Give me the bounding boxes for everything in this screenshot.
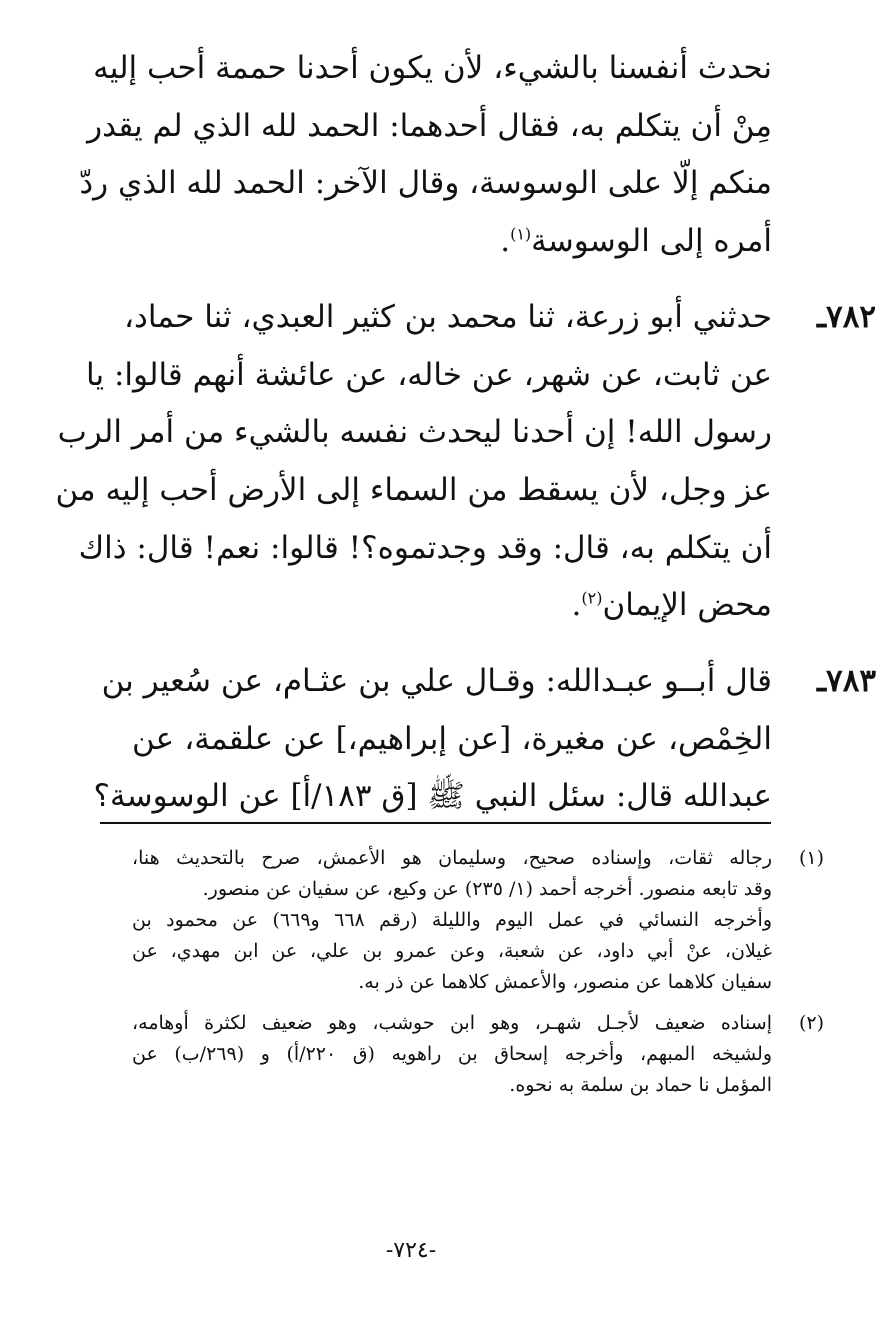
trailing-period: . [571,587,582,624]
footnote-1 [132,843,824,998]
hadith-number: ٧٨٣ـ [816,663,876,700]
text-segment: أمره إلى الوسوسة [531,223,772,260]
text-line: منكم إلّا على الوسوسة، وقال الآخر: الحمد لله الذي ردّ [79,165,772,202]
main-text [55,40,876,826]
text-line [132,577,772,635]
page-number: -٧٢٤- [385,1238,437,1263]
footnotes [132,843,824,1111]
hadith-number: ٧٨٢ـ [816,298,876,335]
text-line: عز وجل، لأن يسقط من السماء إلى الأرض أحب إليه من [55,471,772,508]
footnote-ref-1[interactable]: (١) [510,224,532,244]
text-line: الخِمْص، عن مغيرة، [عن إبراهيم،] عن علقمة، عن [132,720,772,757]
text-line [132,213,772,271]
footnote-number: (٢) [798,1012,824,1034]
footnote-number: (١) [798,847,824,869]
footnote-separator [100,822,771,824]
text-line: عبدالله قال: سئل النبي ﷺ [ق ١٨٣/أ] عن الوسوسة؟ [93,778,772,815]
text-segment: محض الإيمان [602,587,772,624]
hadith-continuation [79,40,772,271]
footnote-line: ولشيخه المبهم، وأخرجه إسحاق بن راهويه (ق ٢٢٠/أ) و (٢٦٩/ب) عن [132,1043,772,1065]
hadith-783 [93,653,876,826]
text-line: حدثني أبو زرعة، ثنا محمد بن كثير العبدي، ثنا حماد، [124,298,772,335]
footnote-line: وأخرجه النسائي في عمل اليوم والليلة (رقم ٦٦٨ و٦٦٩) عن محمود بن [132,909,773,931]
footnote-ref-2[interactable]: (٢) [581,589,603,608]
footnote-line: رجاله ثقات، وإسناده صحيح، وسليمان هو الأعمش، صرح بالتحديث هنا، [132,847,772,869]
footnote-line: وقد تابعه منصور. أخرجه أحمد (١/ ٢٣٥) عن وكيع، عن سفيان عن منصور. [202,878,772,900]
footnote-line: إسناده ضعيف لأجـل شهـر، وهو ابن حوشب، وهو ضعيف لكثرة أوهامه، [132,1012,772,1034]
text-line: عن ثابت، عن شهر، عن خاله، عن عائشة أنهم قالوا: يا [86,356,772,393]
footnote-line: سفيان كلاهما عن منصور، والأعمش كلاهما عن ذر به. [358,971,772,993]
footnote-line: غيلان، عنْ أبي داود، عن شعبة، وعن عمرو بن علي، عن ابن مهدي، عن [132,940,772,962]
text-line: أن يتكلم به، قال: وقد وجدتموه؟! قالوا: نعم! قال: ذاك [78,529,772,566]
text-line: نحدث أنفسنا بالشيء، لأن يكون أحدنا حممة أحب إليه [93,50,772,86]
hadith-782 [55,289,876,635]
footnote-2 [132,1008,824,1101]
footnote-line: المؤمل نا حماد بن سلمة به نحوه. [509,1074,772,1096]
text-line: مِنْ أن يتكلم به، فقال أحدهما: الحمد لله الذي لم يقدر [87,107,772,144]
text-line: رسول الله! إن أحدنا ليحدث نفسه بالشيء من أمر الرب [57,414,772,451]
text-line: قال أبــو عبـدالله: وقـال علي بن عثـام، عن سُعير بن [101,663,772,700]
trailing-period: . [500,223,511,260]
